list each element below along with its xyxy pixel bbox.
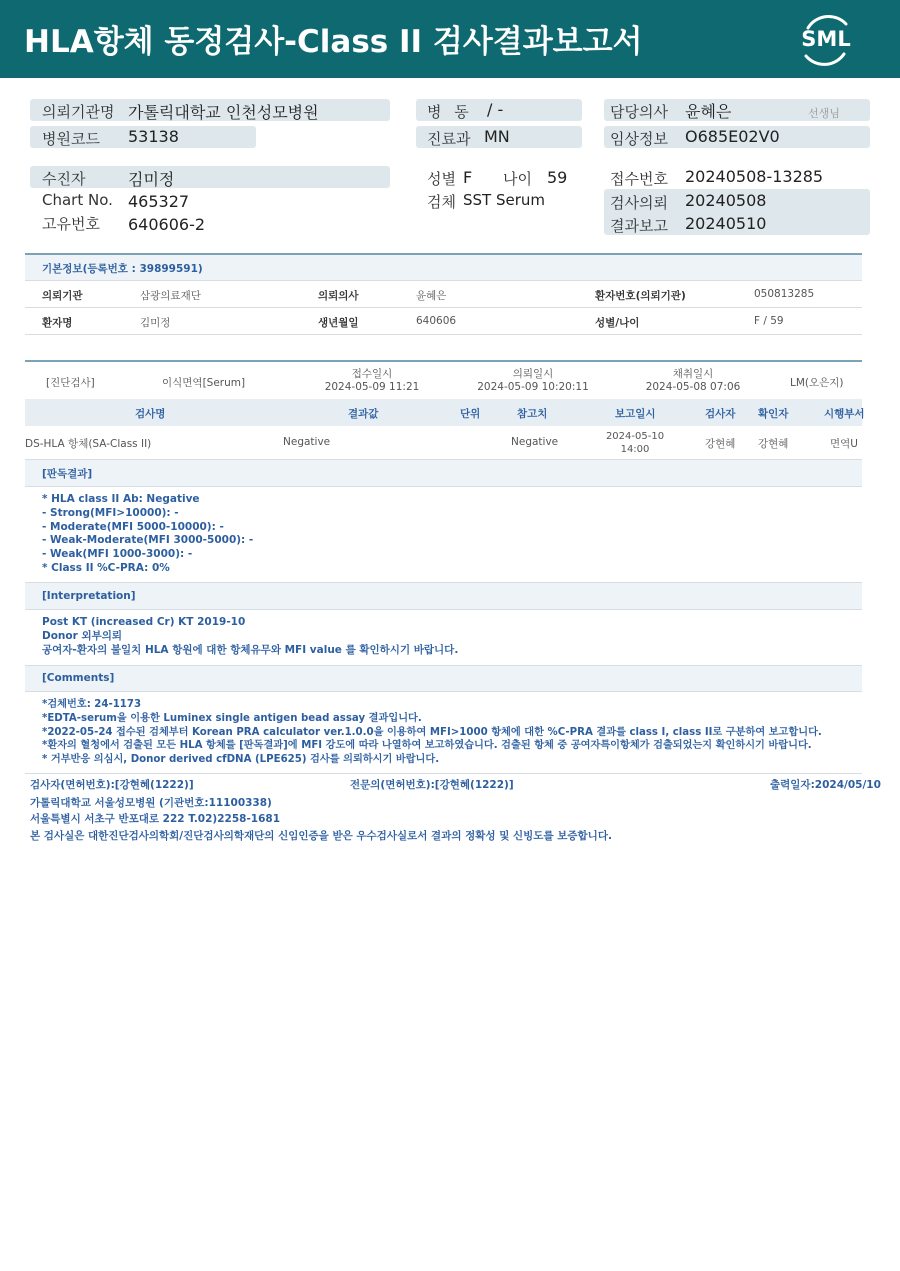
clinical-label: 임상정보	[610, 130, 668, 148]
result-confirmer: 강현혜	[758, 438, 789, 450]
basic-label: 생년월일	[318, 317, 359, 329]
basic-label: 의뢰기관	[42, 290, 83, 302]
comment-line: *검체번호: 24-1173	[42, 699, 142, 710]
report-value: 20240510	[685, 214, 767, 233]
result-value: Negative	[283, 436, 331, 448]
comment-line: * 거부반응 의심시, Donor derived cfDNA (LPE625) 검사를 의뢰하시기 바랍니다.	[42, 754, 440, 766]
judgment-body	[42, 493, 253, 576]
unique-no-label: 고유번호	[42, 215, 100, 233]
institution-value: 가톨릭대학교 인천성모병원	[128, 103, 319, 122]
judgment-rule	[25, 486, 862, 487]
receipt-no-value: 20240508-13285	[685, 167, 824, 186]
exam-request-label: 의뢰일시	[512, 368, 554, 380]
judgment-title: [판독결과]	[42, 468, 93, 480]
judgment-line: - Strong(MFI>10000): -	[42, 506, 179, 519]
ward-value: / -	[487, 100, 504, 119]
comments-body	[42, 698, 822, 767]
footer-tester: 검사자(면허번호):[강현혜(1222)]	[30, 779, 194, 791]
comments-end-rule	[25, 773, 862, 774]
specimen-label: 검체	[427, 193, 456, 211]
judgment-line: - Weak-Moderate(MFI 3000-5000): -	[42, 534, 254, 547]
ward-label: 병 동	[427, 103, 469, 121]
col-header: 결과값	[348, 408, 379, 420]
exam-receipt-value: 2024-05-09 11:21	[324, 381, 420, 393]
basic-value: 050813285	[754, 288, 815, 300]
basic-info-rule	[25, 307, 862, 308]
col-header: 확인자	[758, 408, 789, 420]
exam-receipt-label: 접수일시	[351, 368, 393, 380]
clinical-value: O685E02V0	[685, 127, 780, 146]
judgment-line: - Weak(MFI 1000-3000): -	[42, 548, 193, 561]
judgment-line: * Class II %C-PRA: 0%	[42, 561, 170, 574]
exam-lab: LM(오은지)	[790, 377, 844, 389]
col-header: 단위	[460, 408, 481, 420]
comments-header-band	[25, 666, 862, 691]
col-header: 참고치	[517, 408, 548, 420]
age-value: 59	[547, 168, 568, 187]
col-header: 검사명	[135, 408, 166, 420]
footer-hospital: 가톨릭대학교 서울성모병원 (기관번호:11100338)	[30, 797, 272, 809]
department-label: 진료과	[427, 130, 471, 148]
comment-line: *EDTA-serum을 이용한 Luminex single antigen bead assay 결과입니다.	[42, 712, 422, 724]
basic-value: 김미정	[140, 317, 171, 329]
exam-top-rule	[25, 360, 862, 362]
report-label: 결과보고	[610, 217, 668, 235]
interpretation-line: 공여자-환자의 불일치 HLA 항원에 대한 항체유무와 MFI value 를 확인하시기 바랍니다.	[42, 643, 459, 656]
footer-address: 서울특별시 서초구 반포대로 222 T.02)2258-1681	[30, 813, 281, 825]
department-value: MN	[484, 127, 510, 146]
unique-no-value: 640606-2	[128, 215, 206, 234]
hospital-code-label: 병원코드	[42, 130, 100, 148]
specimen-value: SST Serum	[463, 191, 546, 209]
request-value: 20240508	[685, 191, 767, 210]
report-header	[0, 0, 900, 78]
interpretation-body	[42, 616, 458, 657]
interpretation-header-band	[25, 583, 862, 609]
result-tester: 강현혜	[705, 438, 736, 450]
basic-label: 환자명	[42, 317, 73, 329]
col-header: 시행부서	[824, 408, 865, 420]
interpretation-title: [Interpretation]	[42, 590, 136, 602]
hospital-code-value: 53138	[128, 127, 179, 146]
doctor-value: 윤혜은	[685, 102, 732, 121]
result-report-time: 14:00	[620, 444, 650, 455]
judgment-header-band	[25, 460, 862, 486]
judgment-line: - Moderate(MFI 5000-10000): -	[42, 520, 224, 533]
doctor-label: 담당의사	[610, 103, 668, 121]
result-report-datetime	[600, 430, 670, 456]
comments-title: [Comments]	[42, 672, 115, 684]
basic-info-rule	[25, 280, 862, 281]
exam-request	[470, 368, 596, 394]
basic-label: 환자번호(의뢰기관)	[595, 290, 686, 302]
basic-label: 의뢰의사	[318, 290, 359, 302]
basic-label: 성별/나이	[595, 317, 640, 329]
judgment-line: * HLA class II Ab: Negative	[42, 493, 200, 505]
footer-specialist: 전문의(면허번호):[강현혜(1222)]	[350, 779, 514, 791]
basic-info-title: 기본정보(등록번호 : 39899591)	[42, 263, 203, 275]
basic-value: 윤혜은	[416, 290, 447, 302]
col-header: 검사자	[705, 408, 736, 420]
footer-print-date: 출력일자:2024/05/10	[770, 779, 881, 791]
sex-label: 성별	[427, 170, 456, 188]
exam-collect-value: 2024-05-08 07:06	[645, 381, 741, 393]
logo-text: SML	[801, 27, 851, 51]
sml-logo	[796, 10, 856, 70]
patient-value: 김미정	[128, 170, 175, 189]
report-title: HLA항체 동정검사-Class II 검사결과보고서	[24, 24, 643, 60]
patient-label: 수진자	[42, 170, 86, 188]
exam-type: 이식면역[Serum]	[162, 377, 246, 389]
result-test-name: DS-HLA 항체(SA-Class II)	[25, 438, 152, 450]
chart-no-label: Chart No.	[42, 191, 113, 209]
exam-collect-label: 채취일시	[672, 368, 714, 380]
comment-line: *2022-05-24 접수된 검체부터 Korean PRA calculator ver.1.0.0을 이용하여 MFI>1000 항체에 대한 %C-PRA 결과를 class I, class II로 구분하여 보고합니다.	[42, 726, 822, 738]
basic-value: F / 59	[754, 315, 784, 327]
exam-receipt	[312, 368, 432, 394]
footer-certification: 본 검사실은 대한진단검사의학회/진단검사의학재단의 신임인증을 받은 우수검사실로서 결과의 정확성 및 신빙도를 보증합니다.	[30, 830, 612, 842]
result-reference: Negative	[511, 436, 559, 448]
basic-value: 640606	[416, 315, 457, 327]
sex-value: F	[463, 168, 473, 187]
exam-category: [진단검사]	[46, 377, 95, 389]
interpretation-rule	[25, 609, 862, 610]
receipt-no-label: 접수번호	[610, 170, 668, 188]
age-label: 나이	[503, 170, 532, 188]
comment-line: *환자의 혈청에서 검출된 모든 HLA 항체를 [판독결과]에 MFI 강도에 따라 나열하여 보고하였습니다. 검출된 항체 중 공여자특이항체가 검출되었는지 확인하시기 바랍니다.	[42, 740, 812, 752]
basic-info-rule	[25, 334, 862, 335]
exam-collect	[633, 368, 753, 394]
result-report-date: 2024-05-10	[605, 431, 665, 442]
institution-label: 의뢰기관명	[42, 103, 115, 121]
comments-rule	[25, 691, 862, 692]
exam-request-value: 2024-05-09 10:20:11	[477, 381, 589, 393]
basic-value: 삼광의료재단	[140, 290, 201, 302]
interpretation-line: Donor 외부의뢰	[42, 629, 123, 642]
interpretation-line: Post KT (increased Cr) KT 2019-10	[42, 616, 246, 628]
chart-no-value: 465327	[128, 192, 190, 211]
result-dept: 면역U	[830, 438, 858, 450]
col-header: 보고일시	[615, 408, 656, 420]
doctor-suffix: 선생님	[808, 107, 840, 120]
request-label: 검사의뢰	[610, 194, 668, 212]
